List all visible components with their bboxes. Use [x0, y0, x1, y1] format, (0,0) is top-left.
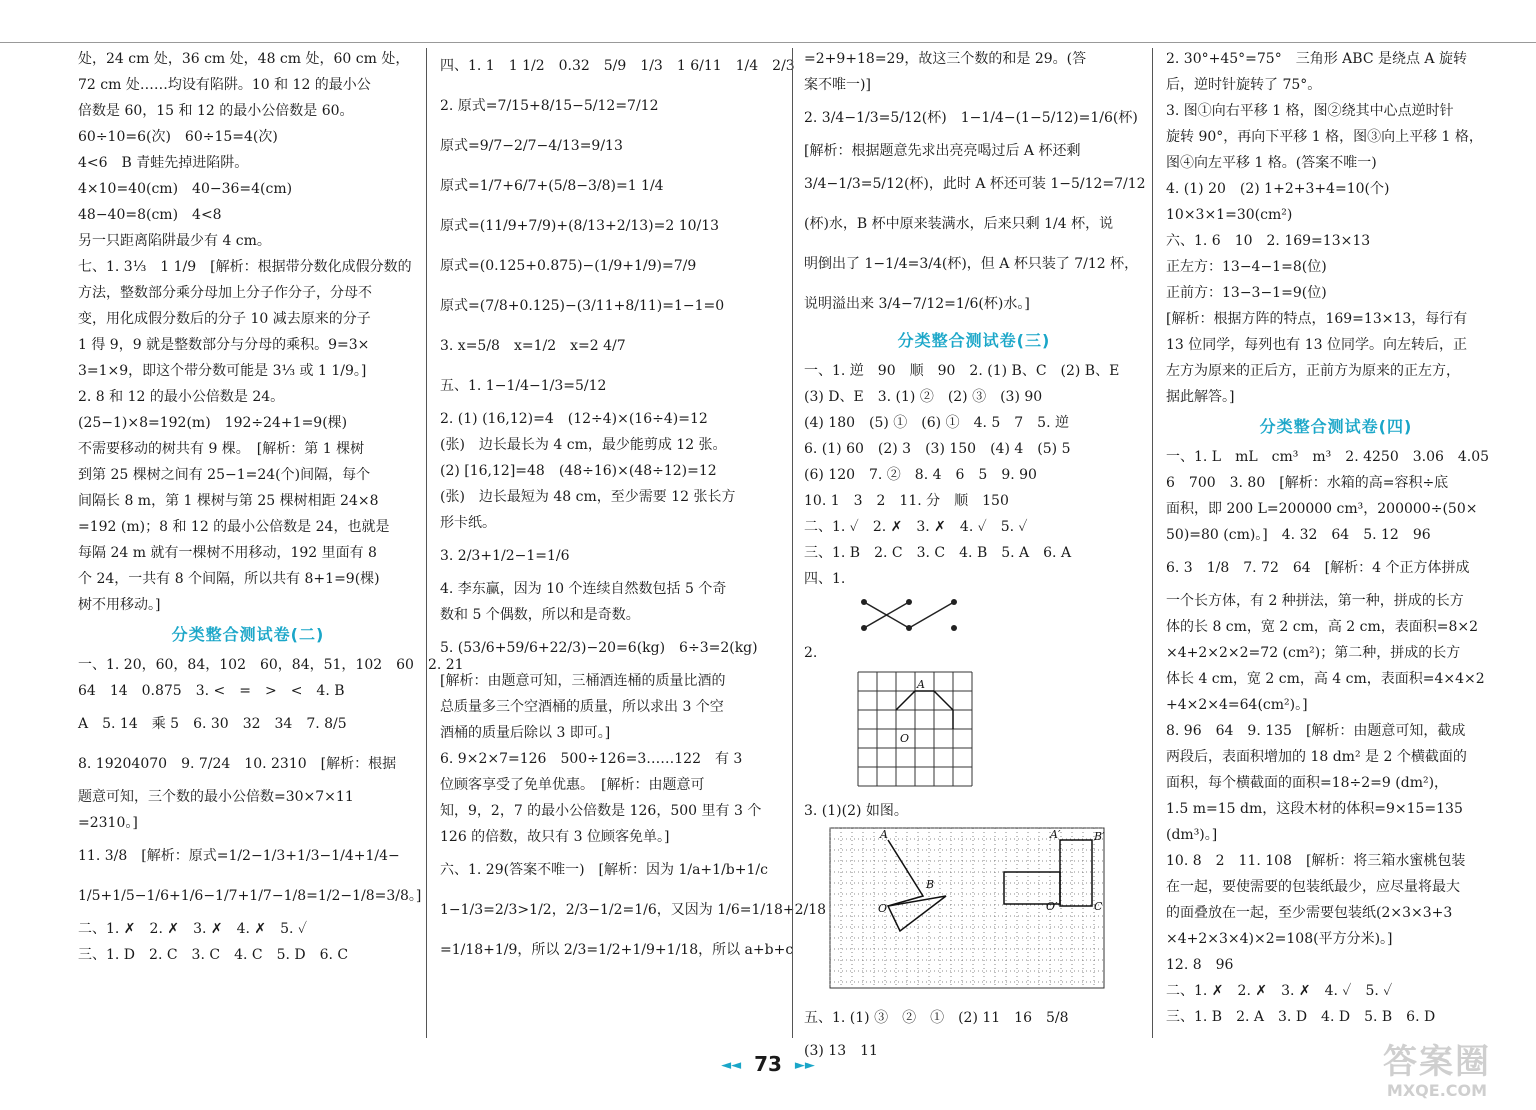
- rect-2: [1060, 840, 1092, 906]
- point-label: B: [926, 878, 935, 891]
- text-line: 10. 1 3 2 11. 分 顺 150: [804, 493, 1009, 509]
- text-line: 一、1. 逆 90 顺 90 2. (1) B、C (2) B、E: [804, 363, 1120, 379]
- text-line: 8. 19204070 9. 7/24 10. 2310 [解析：根据: [78, 756, 397, 772]
- text-line: 3. x=5/8 x=1/2 x=2 4/7: [440, 338, 626, 354]
- column-divider: [426, 48, 427, 1038]
- watermark-logo: [1352, 1042, 1522, 1106]
- text-line: 50)=80 (cm)。] 4. 32 64 5. 12 96: [1166, 527, 1431, 543]
- page-number: 73: [754, 1052, 782, 1076]
- text-line: 在一起，要使需要的包装纸最少，应尽量将最大: [1166, 879, 1460, 895]
- text-line: 6. 9×2×7=126 500÷126=3……122 有 3: [440, 751, 743, 767]
- text-line: 一个长方体，有 2 种拼法，第一种，拼成的长方: [1166, 593, 1464, 609]
- triangle-rotated: [888, 896, 946, 931]
- text-line: 案不唯一)]: [804, 77, 871, 93]
- label-a: A: [917, 678, 925, 691]
- text-line: 3. (1)(2) 如图。: [804, 803, 908, 819]
- text-line: 总质量多三个空酒桶的质量，所以求出 3 个空: [440, 699, 724, 715]
- grid-border: [830, 828, 1104, 988]
- text-line: 六、1. 29(答案不唯一) [解析：因为 1/a+1/b+1/c: [440, 862, 768, 878]
- text-line: 8. 96 64 9. 135 [解析：由题意可知，截成: [1166, 723, 1466, 739]
- text-line: =2310。]: [78, 815, 138, 831]
- text-line: 旋转 90°，再向下平移 1 格，图③向上平移 1 格，: [1166, 129, 1483, 145]
- text-line: 两段后，表面积增加的 18 dm² 是 2 个横截面的: [1166, 749, 1467, 765]
- text-line: 说明溢出来 3/4−7/12=1/6(杯)水。]: [804, 296, 1030, 312]
- page-footer: [0, 1052, 1536, 1076]
- text-line: 形卡纸。: [440, 515, 496, 531]
- text-line: 2. (1) (16,12)=4 (12÷4)×(16÷4)=12: [440, 411, 708, 427]
- text-line: 七、1. 3⅓ 1 1/9 [解析：根据带分数化成假分数的: [78, 259, 412, 275]
- text-line: 2. 3/4−1/3=5/12(杯) 1−1/4−(1−5/12)=1/6(杯): [804, 110, 1138, 126]
- watermark-text: 答案圈: [1383, 1042, 1491, 1082]
- text-line: 60÷10=6(次) 60÷15=4(次): [78, 129, 278, 145]
- text-line: 明倒出了 1−1/4=3/4(杯)，但 A 杯只装了 7/12 杯，: [804, 256, 1139, 272]
- matching-figure: [854, 594, 964, 634]
- text-line: 面积，每个横截面的面积=18÷2=9 (dm²)，: [1166, 775, 1449, 791]
- text-line: 一、1. 20，60，84，102 60，84，51，102 60 2. 21: [78, 657, 464, 673]
- text-line: 3. 2/3+1/2−1=1/6: [440, 548, 570, 564]
- text-line: 2. 30°+45°=75° 三角形 ABC 是绕点 A 旋转: [1166, 51, 1467, 67]
- column-4: [1166, 46, 1506, 1036]
- text-line: (张) 边长最短为 48 cm，至少需要 12 张长方: [440, 489, 736, 505]
- text-line: 数和 5 个偶数，所以和是奇数。: [440, 607, 640, 623]
- text-line: 四、1.: [804, 571, 846, 587]
- text-line: (25−1)×8=192(m) 192÷24+1=9(棵): [78, 415, 348, 431]
- match-line: [909, 602, 954, 628]
- text-line: 处，24 cm 处，36 cm 处，48 cm 处，60 cm 处，: [78, 51, 410, 67]
- text-line: (杯)水，B 杯中原来装满水，后来只剩 1/4 杯，说: [804, 216, 1114, 232]
- text-line: 方法，整数部分乘分母加上分子作分子，分母不: [78, 285, 372, 301]
- text-line: 倍数是 60，15 和 12 的最小公倍数是 60。: [78, 103, 354, 119]
- point-label: B′: [1094, 830, 1105, 843]
- text-line: (dm³)。]: [1166, 827, 1218, 843]
- column-2: [440, 46, 827, 1036]
- text-line: 图④向左平移 1 格。(答案不唯一): [1166, 155, 1377, 171]
- text-line: 5. (53/6+59/6+22/3)−20=6(kg) 6÷3=2(kg): [440, 640, 758, 656]
- point-label: O: [878, 902, 888, 915]
- text-line: 原式=(0.125+0.875)−(1/9+1/9)=7/9: [440, 258, 697, 274]
- text-line: 4. 李东赢，因为 10 个连续自然数包括 5 个奇: [440, 581, 727, 597]
- text-line: 题意可知，三个数的最小公倍数=30×7×11: [78, 789, 354, 805]
- text-line: 4×10=40(cm) 40−36=4(cm): [78, 181, 293, 197]
- text-line: 1 得 9，9 就是整数部分与分母的乘积。9=3×: [78, 337, 370, 353]
- text-line: [解析：根据题意先求出亮亮喝过后 A 杯还剩: [804, 143, 1081, 159]
- text-line: 6. (1) 60 (2) 3 (3) 150 (4) 4 (5) 5: [804, 441, 1071, 457]
- rotation-grid-figure: [854, 668, 974, 792]
- text-line: =1/18+1/9，所以 2/3=1/2+1/9+1/18，所以 a+b+c: [440, 942, 794, 958]
- text-line: 每隔 24 m 就有一棵树不用移动，192 里面有 8: [78, 545, 377, 561]
- text-line: 另一只距离陷阱最少有 4 cm。: [78, 233, 271, 249]
- text-line: (6) 120 7. ② 8. 4 6 5 9. 90: [804, 467, 1037, 483]
- prev-page-icon[interactable]: ◄◄: [721, 1058, 742, 1073]
- translation-grid-figure: [828, 826, 1108, 992]
- text-line: 1.5 m=15 dm，这段木材的体积=9×15=135: [1166, 801, 1463, 817]
- text-line: 体的长 8 cm，宽 2 cm，高 2 cm，表面积=8×2: [1166, 619, 1479, 635]
- text-line: 酒桶的质量后除以 3 即可。]: [440, 725, 611, 741]
- text-line: 3=1×9，即这个带分数可能是 3⅓ 或 1 1/9。]: [78, 363, 367, 379]
- text-line: 6 700 3. 80 [解析：水箱的高=容积÷底: [1166, 475, 1449, 491]
- text-line: 正左方：13−4−1=8(位): [1166, 259, 1327, 275]
- text-line: 64 14 0.875 3. < = > < 4. B: [78, 683, 345, 699]
- text-line: 原式=(11/9+7/9)+(8/13+2/13)=2 10/13: [440, 218, 720, 234]
- text-line: +4×2×4=64(cm²)。]: [1166, 697, 1308, 713]
- text-line: 一、1. L mL cm³ m³ 2. 4250 3.06 4.05: [1166, 449, 1490, 465]
- text-line: 位顾客享受了免单优惠。 [解析：由题意可: [440, 777, 705, 793]
- text-line: 二、1. ✗ 2. ✗ 3. ✗ 4. ✓ 5. ✓: [1166, 983, 1393, 999]
- text-line: 二、1. ✓ 2. ✗ 3. ✗ 4. ✓ 5. ✓: [804, 519, 1028, 535]
- text-line: 后，逆时针旋转了 75°。: [1166, 77, 1322, 93]
- text-line: ×4+2×2×2=72 (cm²)；第二种，拼成的长方: [1166, 645, 1461, 661]
- text-line: =192 (m)；8 和 12 的最小公倍数是 24，也就是: [78, 519, 390, 535]
- text-line: 四、1. 1 1 1/2 0.32 5/9 1/3 1 6/11 1/4 2/3: [440, 58, 795, 74]
- label-o: O: [900, 732, 910, 745]
- column-divider: [792, 48, 793, 1038]
- text-line: 个 24，一共有 8 个间隔，所以共有 8+1=9(棵): [78, 571, 380, 587]
- top-rule: [0, 42, 1536, 43]
- text-line: [解析：由题意可知，三桶酒连桶的质量比酒的: [440, 673, 726, 689]
- text-line: 3. 图①向右平移 1 格，图②绕其中心点逆时针: [1166, 103, 1454, 119]
- point-label: A′: [1050, 828, 1061, 841]
- text-line: 间隔长 8 m，第 1 棵树与第 25 棵树相距 24×8: [78, 493, 379, 509]
- text-line: 10. 8 2 11. 108 [解析：将三箱水蜜桃包装: [1166, 853, 1466, 869]
- text-line: 原式=(7/8+0.125)−(3/11+8/11)=1−1=0: [440, 298, 725, 314]
- text-line: (3) D、E 3. (1) ② (2) ③ (3) 90: [804, 389, 1043, 405]
- text-line: 到第 25 棵树之间有 25−1=24(个)间隔，每个: [78, 467, 371, 483]
- point-label: A: [880, 828, 888, 841]
- text-line: 不需要移动的树共有 9 棵。 [解析：第 1 棵树: [78, 441, 365, 457]
- text-line: 126 的倍数，故只有 3 位顾客免单。]: [440, 829, 670, 845]
- text-line: 13 位同学，每列也有 13 位同学。向左转后，正: [1166, 337, 1467, 353]
- text-line: [解析：根据方阵的特点，169=13×13，每行有: [1166, 311, 1468, 327]
- text-line: 10×3×1=30(cm²): [1166, 207, 1293, 223]
- text-line: 变，用化成假分数后的分子 10 减去原来的分子: [78, 311, 371, 327]
- text-line: 三、1. B 2. A 3. D 4. D 5. B 6. D: [1166, 1009, 1436, 1025]
- text-line: (3) 13 11: [804, 1043, 878, 1059]
- text-line: 正前方：13−3−1=9(位): [1166, 285, 1327, 301]
- text-line: 三、1. D 2. C 3. C 4. C 5. D 6. C: [78, 947, 349, 963]
- dot: [951, 625, 957, 631]
- text-line: 树不用移动。]: [78, 597, 161, 613]
- text-line: 2. 原式=7/15+8/15−5/12=7/12: [440, 98, 659, 114]
- text-line: 6. 3 1/8 7. 72 64 [解析：4 个正方体拼成: [1166, 560, 1470, 576]
- text-line: 知，9，2，7 的最小公倍数是 126，500 里有 3 个: [440, 803, 762, 819]
- text-line: 72 cm 处……均设有陷阱。10 和 12 的最小公: [78, 77, 371, 93]
- point-label: C: [1094, 900, 1103, 913]
- text-line: 左方为原来的正后方，正前方为原来的正左方，: [1166, 363, 1460, 379]
- text-line: 1/5+1/5−1/6+1/6−1/7+1/7−1/8=1/2−1/8=3/8。]: [78, 888, 422, 904]
- text-line: (2) [16,12]=48 (48÷16)×(48÷12)=12: [440, 463, 717, 479]
- text-line: 三、1. B 2. C 3. C 4. B 5. A 6. A: [804, 545, 1072, 561]
- column-divider: [1152, 48, 1153, 1038]
- text-line: =2+9+18=29，故这三个数的和是 29。(答: [804, 51, 1087, 67]
- text-line: 4. (1) 20 (2) 1+2+3+4=10(个): [1166, 181, 1390, 197]
- watermark-url: MXQE.COM: [1386, 1081, 1488, 1100]
- text-line: 体长 4 cm，宽 2 cm，高 4 cm，表面积=4×4×2: [1166, 671, 1485, 687]
- text-line: 原式=9/7−2/7−4/13=9/13: [440, 138, 623, 154]
- text-line: 五、1. 1−1/4−1/3=5/12: [440, 378, 607, 394]
- text-line: 二、1. ✗ 2. ✗ 3. ✗ 4. ✗ 5. ✓: [78, 921, 307, 937]
- section-heading-3: 分类整合测试卷(三): [897, 331, 1051, 350]
- text-line: (4) 180 (5) ① (6) ① 4. 5 7 5. 逆: [804, 415, 1069, 431]
- text-line: 五、1. (1) ③ ② ① (2) 11 16 5/8: [804, 1010, 1069, 1026]
- text-line: A 5. 14 乘 5 6. 30 32 34 7. 8/5: [78, 716, 347, 732]
- text-line: 据此解答。]: [1166, 389, 1235, 405]
- text-line: 原式=1/7+6/7+(5/8−3/8)=1 1/4: [440, 178, 664, 194]
- text-line: 的面叠放在一起，至少需要包装纸(2×3×3+3: [1166, 905, 1453, 921]
- text-line: 12. 8 96: [1166, 957, 1234, 973]
- next-page-icon[interactable]: ►►: [794, 1058, 815, 1073]
- text-line: ×4+2×3×4)×2=108(平方分米)。]: [1166, 931, 1393, 947]
- column-1: [78, 46, 464, 1036]
- text-line: 11. 3/8 [解析：原式=1/2−1/3+1/3−1/4+1/4−: [78, 848, 400, 864]
- text-line: 3/4−1/3=5/12(杯)，此时 A 杯还可装 1−5/12=7/12: [804, 176, 1146, 192]
- text-line: (张) 边长最长为 4 cm，最少能剪成 12 张。: [440, 437, 727, 453]
- text-line: 六、1. 6 10 2. 169=13×13: [1166, 233, 1371, 249]
- section-heading-2: 分类整合测试卷(二): [171, 625, 325, 644]
- text-line: 面积，即 200 L=200000 cm³，200000÷(50×: [1166, 501, 1478, 517]
- text-line: 1−1/3=2/3>1/2，2/3−1/2=1/6，又因为 1/6=1/18+2/18: [440, 902, 827, 918]
- text-line: 48−40=8(cm) 4<8: [78, 207, 222, 223]
- column-3: [804, 46, 1146, 1059]
- text-line: 2.: [804, 645, 818, 661]
- text-line: 4<6 B 青蛙先掉进陷阱。: [78, 155, 249, 171]
- section-heading-4: 分类整合测试卷(四): [1259, 417, 1413, 436]
- text-line: 2. 8 和 12 的最小公倍数是 24。: [78, 389, 285, 405]
- point-label: O′: [1046, 900, 1058, 913]
